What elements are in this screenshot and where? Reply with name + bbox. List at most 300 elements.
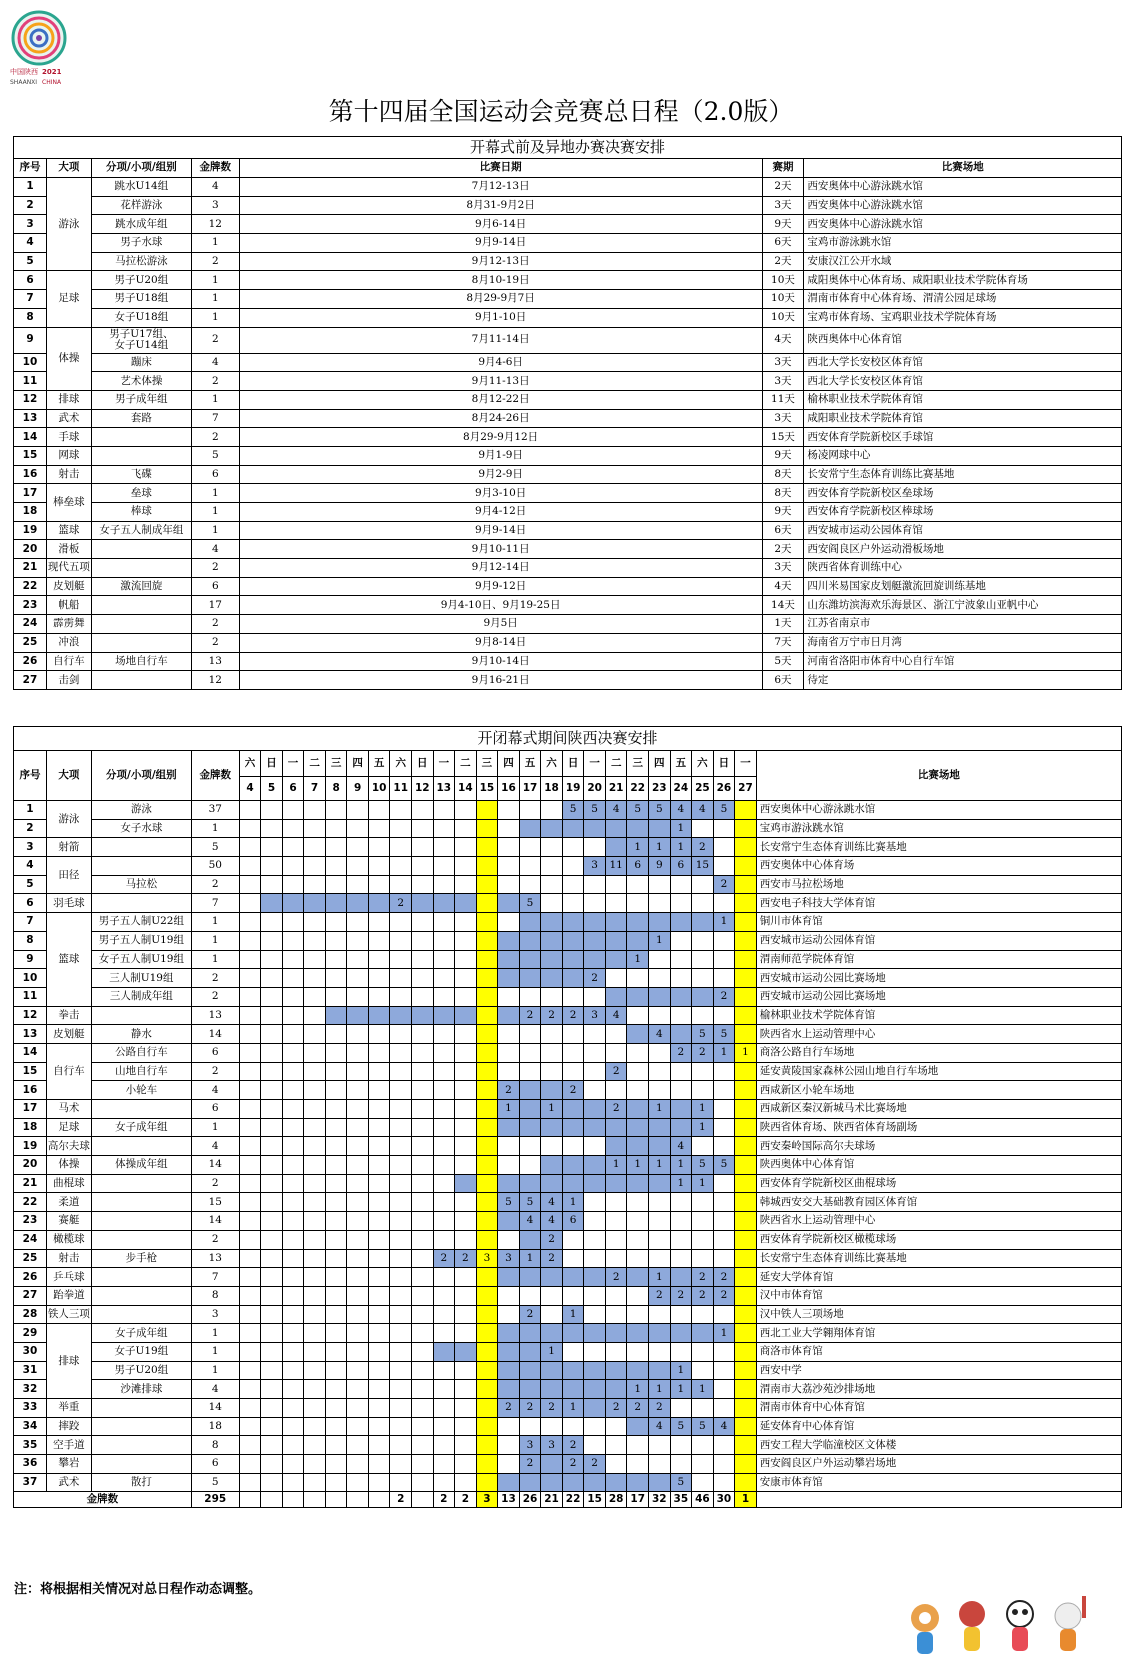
duration: 3天 [762,196,804,215]
competition-day-cell: 6 [562,1212,584,1231]
day-cell [390,931,412,950]
day-cell [476,931,498,950]
schedule-row [14,875,1122,894]
day-cell [649,1212,671,1231]
event-name: 女子成年组 [91,1118,191,1137]
day-cell [627,1305,649,1324]
day-cell [390,987,412,1006]
competition-day-cell: 5 [498,1193,520,1212]
competition-day-cell [519,1100,541,1119]
schedule-row [14,1006,1122,1025]
day-cell [519,1025,541,1044]
gold-count: 6 [191,465,239,484]
day-cell [455,1137,477,1156]
day-cell [476,1100,498,1119]
competition-day-cell [519,1342,541,1361]
competition-day-cell: 2 [584,969,606,988]
competition-day-cell [455,1006,477,1025]
venue: 西安奥体中心游泳跳水馆 [756,801,1121,820]
day-cell [304,1455,326,1474]
schedule-row [14,652,1122,671]
event-name: 男子U18组 [91,290,191,309]
day-cell [347,950,369,969]
competition-day-cell [519,819,541,838]
day-cell [239,1361,261,1380]
schedule-row [14,671,1122,690]
day-cell [605,1436,627,1455]
row-number: 19 [14,521,47,540]
row-number: 18 [14,1118,47,1137]
sport-name: 攀岩 [46,1455,91,1474]
day-cell [261,913,283,932]
date-label: 26 [713,777,735,801]
daily-gold-total: 2 [455,1492,477,1508]
day-cell [239,1342,261,1361]
day-cell [476,1436,498,1455]
day-cell [282,1062,304,1081]
day-cell [455,1305,477,1324]
day-cell [692,819,714,838]
competition-day-cell: 2 [562,1081,584,1100]
day-cell [584,894,606,913]
competition-day-cell [541,950,563,969]
day-cell [347,801,369,820]
weekday-label: 六 [239,751,261,777]
day-cell [433,1025,455,1044]
day-cell [390,969,412,988]
competition-day-cell [562,913,584,932]
day-cell [282,1156,304,1175]
col-header: 比赛日期 [239,159,762,178]
date-label: 17 [519,777,541,801]
event-name [91,1455,191,1474]
date-label: 18 [541,777,563,801]
day-cell [713,819,735,838]
competition-day-cell: 2 [692,1268,714,1287]
competition-day-cell [282,894,304,913]
competition-day-cell [368,1006,390,1025]
day-cell [368,969,390,988]
competition-day-cell [627,1118,649,1137]
day-cell [433,1286,455,1305]
competition-day-cell [605,931,627,950]
day-cell [347,1249,369,1268]
day-cell [368,1455,390,1474]
competition-day-cell: 4 [713,1417,735,1436]
competition-day-cell [649,1473,671,1492]
day-cell [476,819,498,838]
sport-name: 射击 [46,1249,91,1268]
venue: 陕西省水上运动管理中心 [756,1212,1121,1231]
day-cell [692,1137,714,1156]
col-header: 序号 [14,159,47,178]
gold-count: 2 [191,1230,239,1249]
page-title: 第十四届全国运动会竞赛总日程（2.0版） [328,97,794,126]
event-name [91,1286,191,1305]
competition-day-cell: 4 [541,1193,563,1212]
day-cell [368,1081,390,1100]
day-cell [670,1062,692,1081]
competition-day-cell [541,913,563,932]
day-cell [605,1025,627,1044]
day-cell [261,819,283,838]
competition-day-cell: 1 [670,1380,692,1399]
day-cell [412,1156,434,1175]
schedule-row [14,540,1122,559]
day-cell [713,1100,735,1119]
day-cell [304,857,326,876]
competition-day-cell: 1 [670,1174,692,1193]
day-cell [390,1043,412,1062]
day-cell [239,1380,261,1399]
day-cell [519,1043,541,1062]
competition-day-cell: 5 [670,1473,692,1492]
day-cell [282,1118,304,1137]
competition-day-cell [498,1118,520,1137]
competition-day-cell: 1 [670,838,692,857]
venue: 商洛市体育馆 [756,1342,1121,1361]
gold-count: 1 [191,308,239,327]
day-cell [713,1342,735,1361]
day-cell [304,1174,326,1193]
competition-day-cell: 4 [541,1212,563,1231]
day-cell [412,857,434,876]
row-number: 2 [14,819,47,838]
day-cell [282,1212,304,1231]
day-cell [261,1025,283,1044]
day-cell [735,894,757,913]
competition-day-cell [562,1268,584,1287]
day-cell [304,1212,326,1231]
row-number: 25 [14,633,47,652]
date-label: 21 [605,777,627,801]
day-cell [735,1100,757,1119]
day-cell [261,857,283,876]
day-cell [476,1062,498,1081]
col-header: 大项 [46,751,91,801]
day-cell [368,1399,390,1418]
day-cell [713,1230,735,1249]
day-cell [541,987,563,1006]
day-cell [562,857,584,876]
sport-name: 田径 [46,857,91,894]
competition-day-cell: 4 [605,801,627,820]
date-label: 6 [282,777,304,801]
day-cell [670,1249,692,1268]
competition-day-cell [584,1156,606,1175]
sport-name: 射击 [46,465,91,484]
day-cell [649,1230,671,1249]
day-cell [347,1305,369,1324]
day-cell [433,1305,455,1324]
day-cell [304,801,326,820]
day-cell [239,1455,261,1474]
competition-day-cell [498,1473,520,1492]
day-cell [368,987,390,1006]
row-number: 6 [14,894,47,913]
col-header: 分项/小项/组别 [91,159,191,178]
day-cell [325,1305,347,1324]
day-cell [433,1473,455,1492]
row-number: 20 [14,1156,47,1175]
venue: 西安工程大学临潼校区文体楼 [756,1436,1121,1455]
competition-day-cell: 5 [713,1025,735,1044]
competition-day-cell [433,894,455,913]
event-name: 公路自行车 [91,1043,191,1062]
competition-day-cell [562,969,584,988]
sport-name: 射箭 [46,838,91,857]
competition-day-cell: 2 [649,1399,671,1418]
venue: 咸阳职业技术学院体育馆 [804,409,1122,428]
day-cell [670,1006,692,1025]
day-cell [325,1081,347,1100]
competition-day-cell: 5 [692,1025,714,1044]
day-cell [498,857,520,876]
sport-name: 足球 [46,271,91,327]
day-cell [239,1212,261,1231]
mascots-illustration [900,1590,1100,1670]
venue: 西安奥体中心体育场 [756,857,1121,876]
sport-name: 现代五项 [46,559,91,578]
day-cell [261,1380,283,1399]
event-name [91,1006,191,1025]
row-number: 4 [14,234,47,253]
day-cell [498,987,520,1006]
row-number: 7 [14,913,47,932]
day-cell [347,1118,369,1137]
competition-day-cell [412,1006,434,1025]
event-name: 男子五人制U19组 [91,931,191,950]
competition-day-cell: 1 [562,1399,584,1418]
competition-day-cell [541,1156,563,1175]
competition-day-cell: 1 [498,1100,520,1119]
day-cell [476,1399,498,1418]
competition-day-cell: 4 [670,1137,692,1156]
row-number: 25 [14,1249,47,1268]
daily-gold-total: 28 [605,1492,627,1508]
competition-dates: 9月1-9日 [239,446,762,465]
day-cell [282,1324,304,1343]
day-cell [282,1268,304,1287]
logo-year: 2021 [42,68,62,76]
day-cell [562,1025,584,1044]
sport-name: 曲棍球 [46,1174,91,1193]
competition-day-cell [670,1100,692,1119]
venue: 陕西省体育训练中心 [804,559,1122,578]
gold-count: 6 [191,577,239,596]
schedule-row [14,801,1122,820]
day-cell [239,1081,261,1100]
day-cell [627,1455,649,1474]
competition-dates: 8月31-9月2日 [239,196,762,215]
sport-name: 自行车 [46,1043,91,1099]
gold-count: 13 [191,1006,239,1025]
competition-day-cell [627,1361,649,1380]
day-cell [304,1230,326,1249]
day-cell [605,969,627,988]
day-cell [282,1342,304,1361]
competition-day-cell [562,1156,584,1175]
sport-name: 游泳 [46,178,91,271]
venue: 长安常宁生态体育训练比赛基地 [756,1249,1121,1268]
day-cell [627,875,649,894]
competition-day-cell [649,987,671,1006]
competition-day-cell [498,1361,520,1380]
day-cell [282,857,304,876]
competition-day-cell [433,1006,455,1025]
footnote: 注：将根据相关情况对总日程作动态调整。 [14,1582,262,1597]
event-name [91,1230,191,1249]
day-cell [412,950,434,969]
day-cell [735,1399,757,1418]
competition-day-cell: 3 [584,857,606,876]
day-cell [282,931,304,950]
venue: 商洛公路自行车场地 [756,1043,1121,1062]
event-name: 马拉松 [91,875,191,894]
duration: 11天 [762,390,804,409]
day-cell [713,1249,735,1268]
competition-day-cell: 1 [649,1100,671,1119]
competition-day-cell [498,969,520,988]
schedule-row [14,1399,1122,1418]
date-label: 25 [692,777,714,801]
day-cell [735,1081,757,1100]
day-cell [584,1249,606,1268]
gold-count: 4 [191,1081,239,1100]
date-label: 10 [368,777,390,801]
competition-day-cell: 1 [562,1193,584,1212]
row-number: 5 [14,252,47,271]
day-cell [304,1380,326,1399]
day-cell [519,1062,541,1081]
day-cell [390,857,412,876]
day-cell [304,1361,326,1380]
day-cell [412,1268,434,1287]
competition-day-cell [541,1324,563,1343]
event-name [91,671,191,690]
row-number: 23 [14,1212,47,1231]
day-cell [498,1286,520,1305]
weekday-label: 日 [412,751,434,777]
schedule-row [14,1062,1122,1081]
duration: 7天 [762,633,804,652]
day-cell [304,1417,326,1436]
day-cell [433,857,455,876]
day-cell [562,987,584,1006]
day-cell [261,1006,283,1025]
day-cell [735,1380,757,1399]
day-cell [562,1342,584,1361]
day-cell [498,1137,520,1156]
day-cell [325,875,347,894]
day-cell [368,1342,390,1361]
row-number: 27 [14,671,47,690]
day-cell [670,875,692,894]
day-cell [304,931,326,950]
row-number: 14 [14,428,47,447]
competition-day-cell: 2 [670,1286,692,1305]
day-cell [713,1305,735,1324]
event-name-line: 女子U14组 [114,339,169,351]
row-number: 24 [14,1230,47,1249]
venue: 渭南市体育中心体育场、渭清公园足球场 [804,290,1122,309]
day-cell [562,1137,584,1156]
day-cell [562,1417,584,1436]
schedule-row [14,390,1122,409]
competition-day-cell: 1 [713,1324,735,1343]
competition-dates: 9月9-12日 [239,577,762,596]
day-cell [498,819,520,838]
day-cell [239,931,261,950]
day-cell [304,969,326,988]
competition-day-cell [627,1025,649,1044]
date-label: 24 [670,777,692,801]
row-number: 5 [14,875,47,894]
row-number: 17 [14,484,47,503]
gold-count: 2 [191,428,239,447]
venue: 渭南市体育中心体育馆 [756,1399,1121,1418]
day-cell [433,1081,455,1100]
date-label: 23 [649,777,671,801]
day-cell [692,894,714,913]
day-cell [692,931,714,950]
duration: 3天 [762,353,804,372]
competition-day-cell [519,1380,541,1399]
row-number: 15 [14,446,47,465]
day-cell [282,1286,304,1305]
day-cell [476,1174,498,1193]
day-cell [735,1324,757,1343]
day-cell [713,1455,735,1474]
day-cell [239,1268,261,1287]
day-cell [713,1399,735,1418]
competition-day-cell: 2 [498,1399,520,1418]
gold-count: 12 [191,671,239,690]
day-cell [498,913,520,932]
competition-day-cell: 2 [519,1305,541,1324]
sport-name: 高尔夫球 [46,1137,91,1156]
day-cell [735,1062,757,1081]
day-cell [670,1212,692,1231]
day-cell [476,857,498,876]
competition-day-cell [627,1137,649,1156]
day-cell [627,1230,649,1249]
duration: 4天 [762,577,804,596]
day-cell [455,1156,477,1175]
day-cell [433,1436,455,1455]
competition-day-cell [649,1324,671,1343]
schedule-row [14,1380,1122,1399]
row-number: 19 [14,1137,47,1156]
day-cell [412,875,434,894]
day-cell [627,1249,649,1268]
day-cell [412,819,434,838]
competition-day-cell [519,1361,541,1380]
sport-name: 滑板 [46,540,91,559]
event-name: 花样游泳 [91,196,191,215]
event-name [91,446,191,465]
schedule-row [14,1305,1122,1324]
row-number: 16 [14,465,47,484]
schedule-row [14,969,1122,988]
event-name: 棒球 [91,503,191,522]
daily-gold-total: 2 [433,1492,455,1508]
schedule-row [14,252,1122,271]
day-cell [368,1361,390,1380]
sport-name: 乒乓球 [46,1268,91,1287]
day-cell [498,1025,520,1044]
day-cell [735,1230,757,1249]
